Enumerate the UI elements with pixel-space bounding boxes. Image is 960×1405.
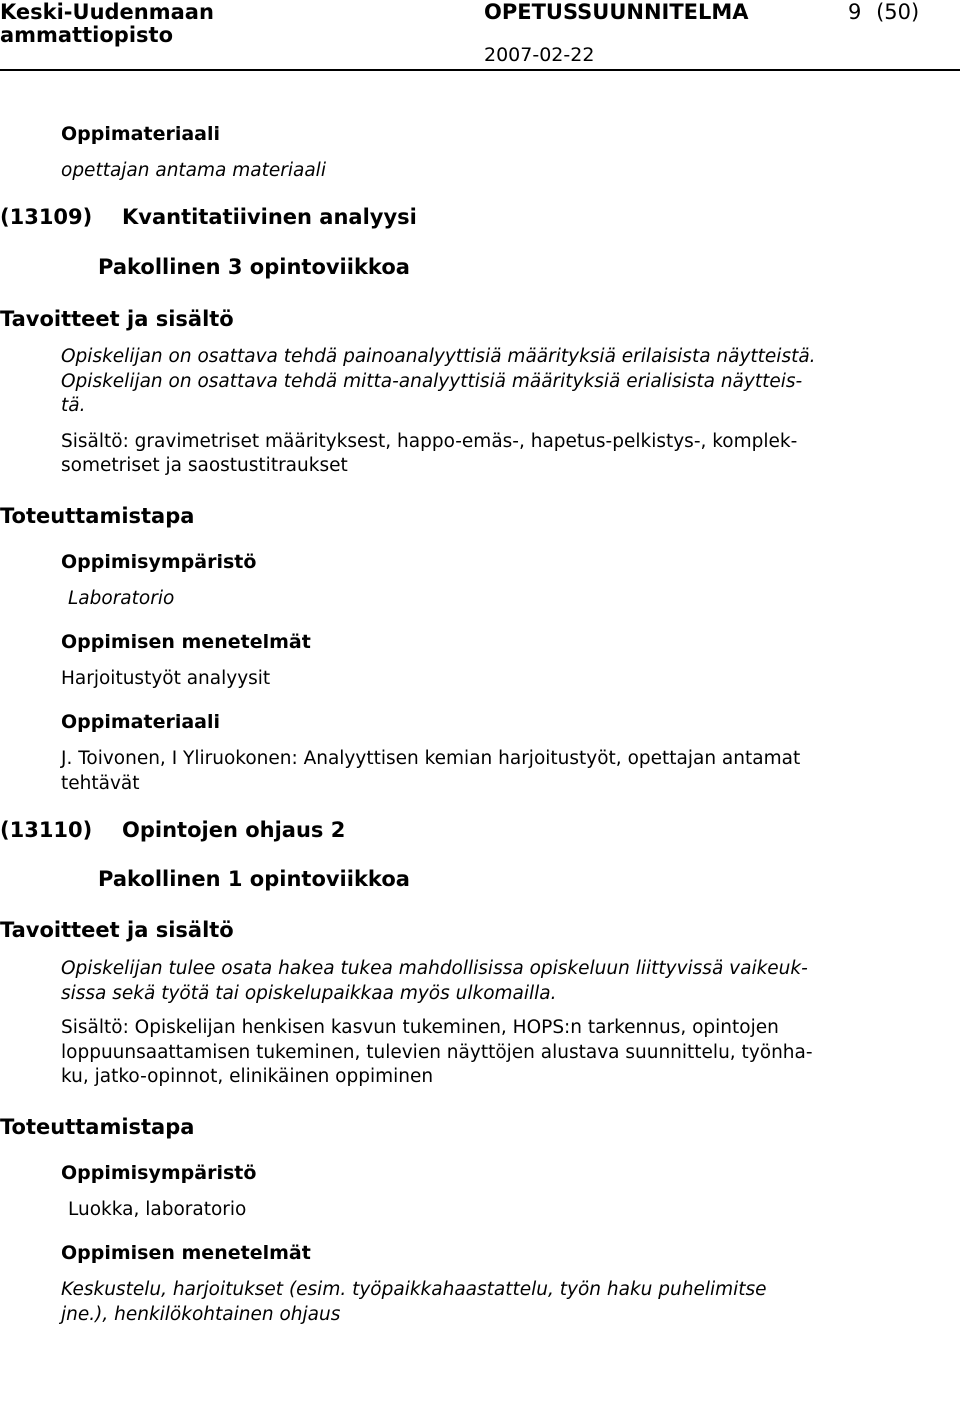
page-total: (50) [876, 0, 920, 24]
document-date: 2007-02-22 [484, 44, 595, 66]
course1-content-line1: Sisältö: gravimetriset määrityksest, happo-emäs-, hapetus-pelkistys-, komplek- [61, 431, 798, 452]
course2-implementation-heading: Toteuttamistapa [0, 1115, 195, 1139]
document-title: OPETUSSUUNNITELMA [484, 0, 749, 24]
course1-methods-text: Harjoitustyöt analyysit [61, 668, 271, 689]
course2-content-line2: loppuunsaattamisen tukeminen, tulevien näyttöjen alustava suunnittelu, työnha- [61, 1042, 813, 1063]
course1-scope: Pakollinen 3 opintoviikkoa [98, 255, 410, 279]
org-name-line1: Keski-Uudenmaan [0, 0, 214, 24]
course1-environment-heading: Oppimisympäristö [61, 551, 257, 573]
course2-goals-line1: Opiskelijan tulee osata hakea tukea mahdollisissa opiskeluun liittyvissä vaikeuk- [61, 958, 808, 979]
course1-material-line1: J. Toivonen, I Yliruokonen: Analyyttisen kemian harjoitustyöt, opettajan antamat [61, 748, 801, 769]
course2-name: Opintojen ohjaus 2 [122, 818, 346, 842]
course1-goals-line3: tä. [61, 395, 86, 416]
course1-name: Kvantitatiivinen analyysi [122, 205, 417, 229]
course2-code: (13110) [0, 818, 93, 842]
page-number [848, 0, 919, 24]
course2-methods-line1: Keskustelu, harjoitukset (esim. työpaikkahaastattelu, työn haku puhelimitse [61, 1279, 767, 1300]
course1-code: (13109) [0, 205, 93, 229]
intro-material-text: opettajan antama materiaali [61, 160, 326, 181]
header-rule [0, 69, 960, 71]
course1-goals-line1: Opiskelijan on osattava tehdä painoanalyyttisiä määrityksiä erilaisista näytteistä. [61, 346, 816, 367]
course1-content-line2: sometriset ja saostustitraukset [61, 455, 348, 476]
course2-goals-line2: sissa sekä työtä tai opiskelupaikkaa myös ulkomailla. [61, 983, 557, 1004]
course1-environment-text: Laboratorio [68, 588, 175, 609]
course2-environment-heading: Oppimisympäristö [61, 1162, 257, 1184]
course2-environment-text: Luokka, laboratorio [68, 1199, 247, 1220]
course2-goals-heading: Tavoitteet ja sisältö [0, 918, 234, 942]
course1-material-line2: tehtävät [61, 773, 140, 794]
intro-material-heading: Oppimateriaali [61, 123, 221, 145]
course2-methods-heading: Oppimisen menetelmät [61, 1242, 311, 1264]
course1-goals-heading: Tavoitteet ja sisältö [0, 307, 234, 331]
course1-material-heading: Oppimateriaali [61, 711, 221, 733]
page-current: 9 [848, 0, 862, 24]
course2-scope: Pakollinen 1 opintoviikkoa [98, 867, 410, 891]
course2-methods-line2: jne.), henkilökohtainen ohjaus [61, 1304, 341, 1325]
course2-content-line3: ku, jatko-opinnot, elinikäinen oppiminen [61, 1066, 434, 1087]
course1-implementation-heading: Toteuttamistapa [0, 504, 195, 528]
course1-methods-heading: Oppimisen menetelmät [61, 631, 311, 653]
org-name-line2: ammattiopisto [0, 23, 174, 47]
course2-content-line1: Sisältö: Opiskelijan henkisen kasvun tukeminen, HOPS:n tarkennus, opintojen [61, 1017, 779, 1038]
course1-goals-line2: Opiskelijan on osattava tehdä mitta-analyyttisiä määrityksiä erialisista näytteis- [61, 371, 803, 392]
